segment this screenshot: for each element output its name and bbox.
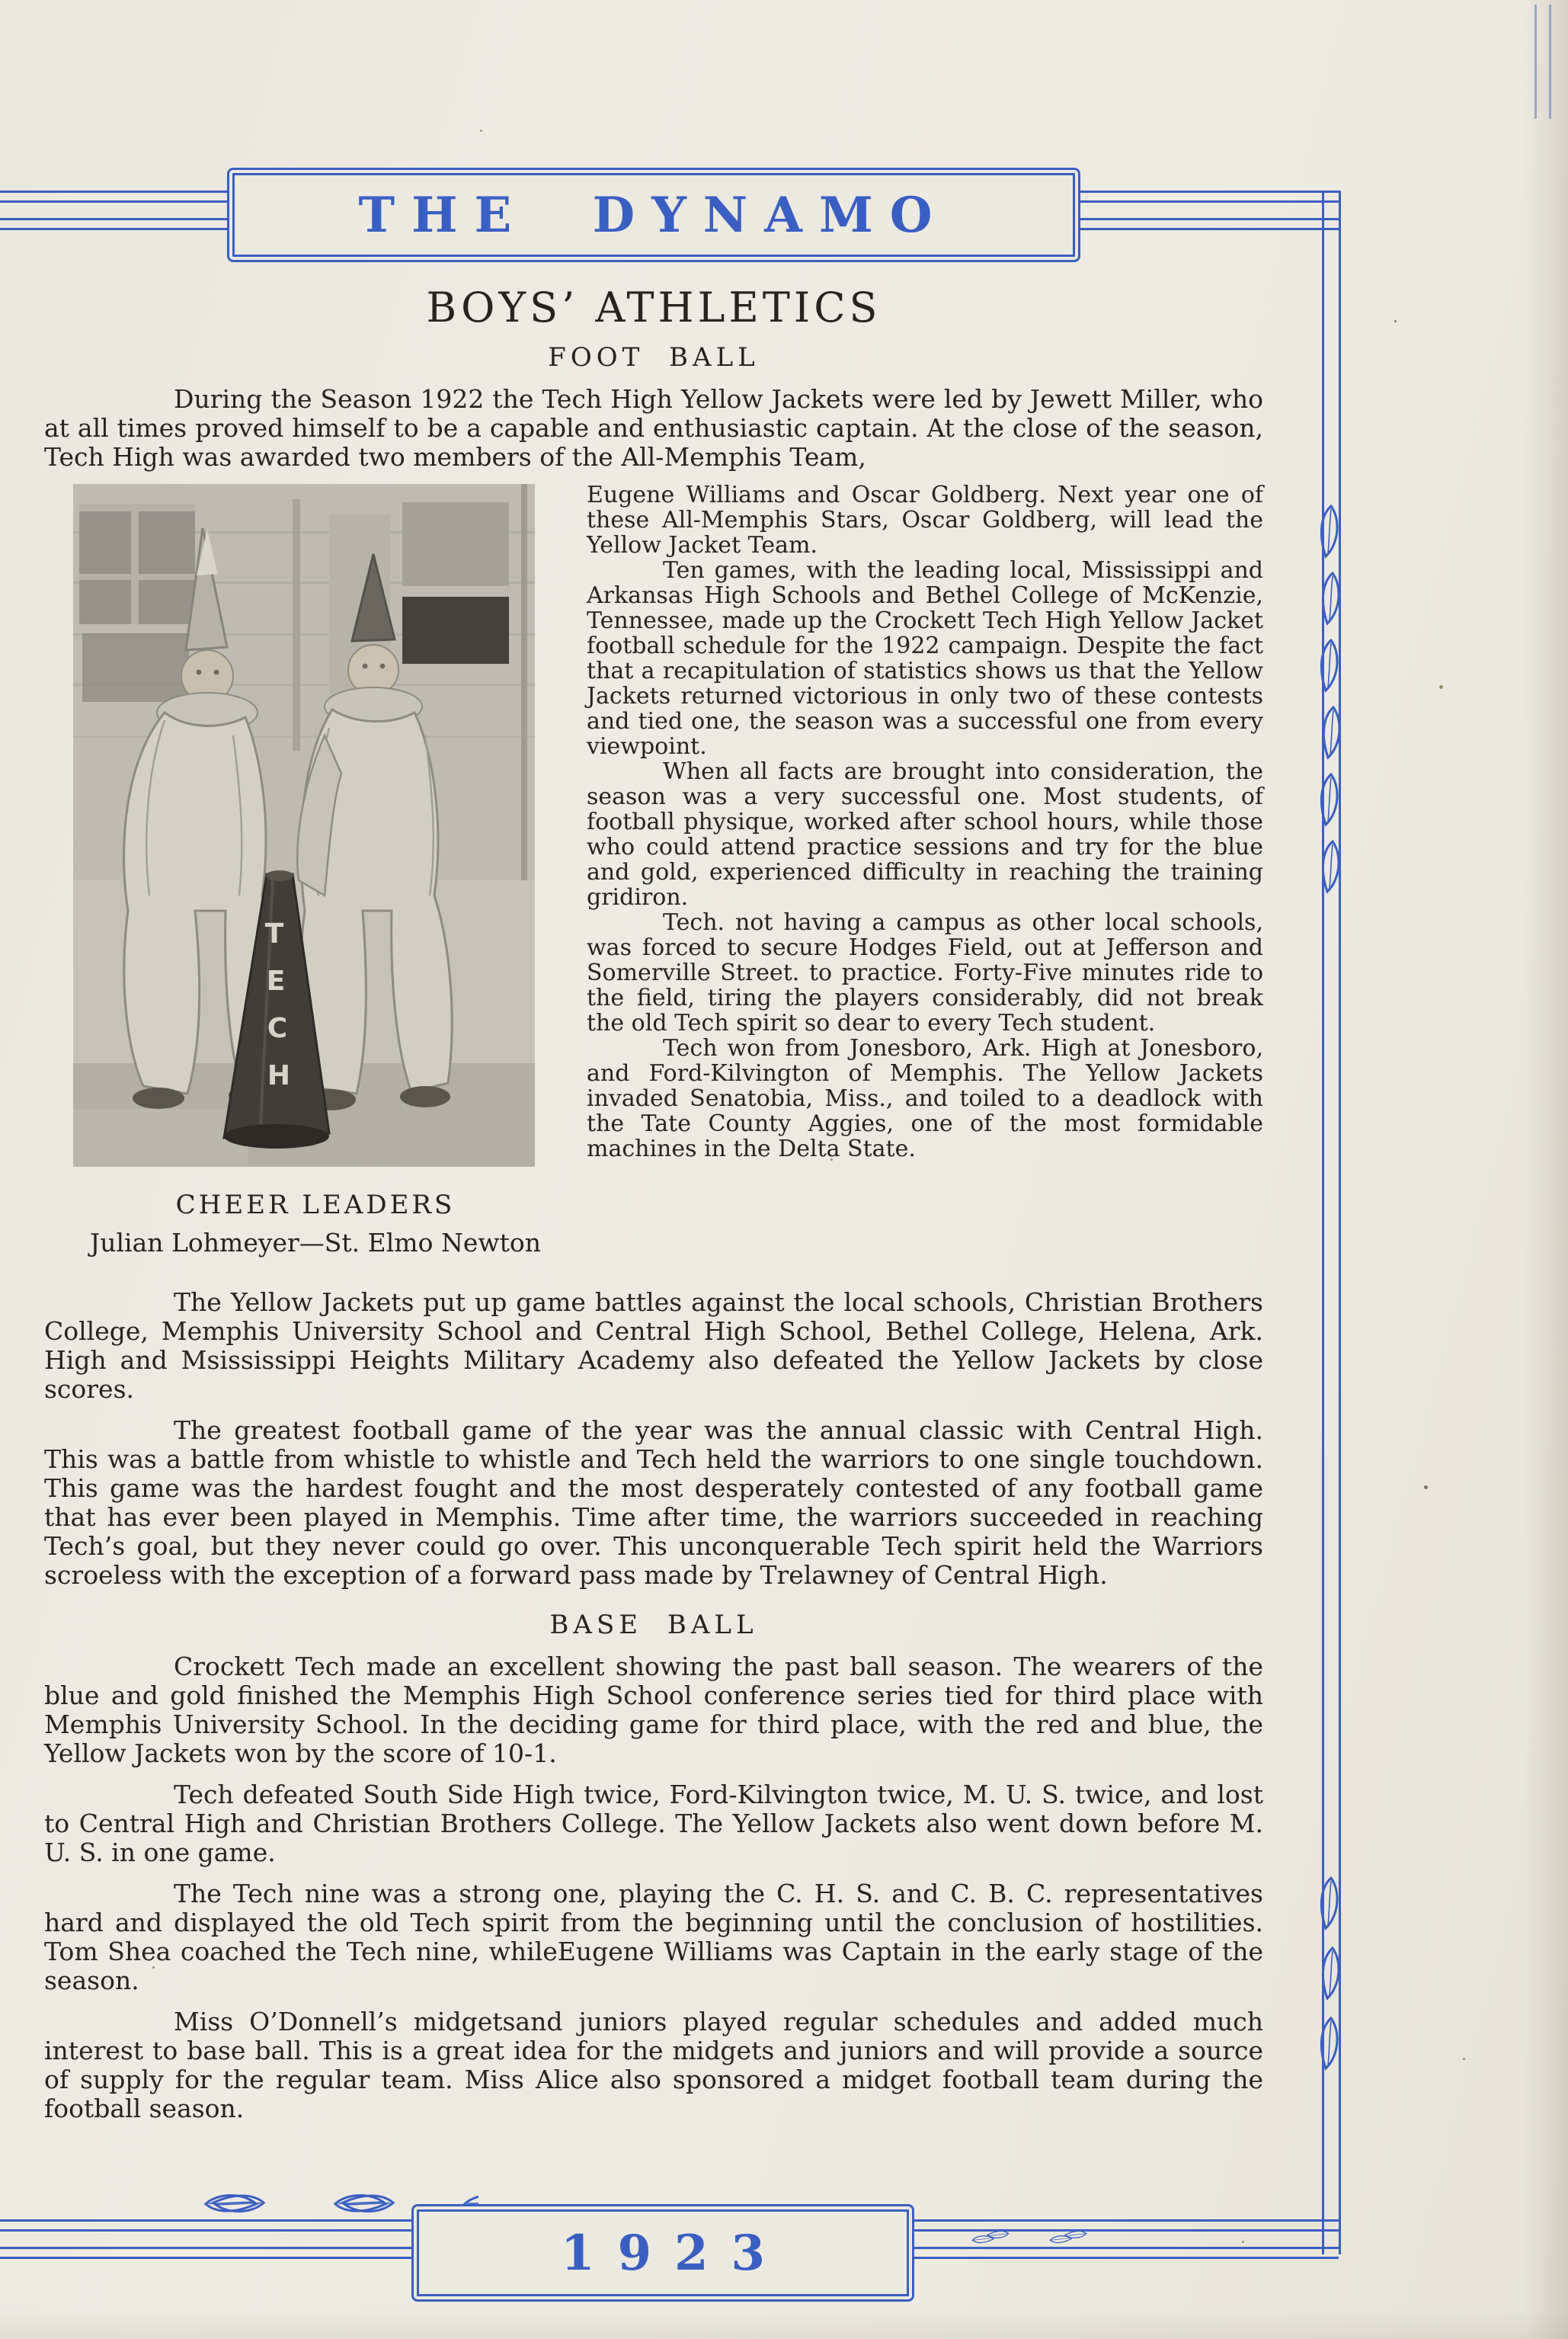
- page-title: BOYS’ ATHLETICS: [426, 284, 882, 332]
- year-label: 1923: [560, 2224, 789, 2282]
- football-paragraph: Ten games, with the leading local, Mississippi and Arkansas High Schools and Bethel College of McKenzie, Tennessee, made up the Crockett Tech High Yellow Jacket football schedule for the 1922 campaign. Despite the fact that a recapitulation of statistics shows us that the Yellow Jackets returned victorious in only two of these contests and tied one, the season was a successful one from every viewpoint.: [587, 557, 1263, 760]
- leaf-vine-ornament-right-lower: [1316, 1875, 1346, 2088]
- football-paragraph: Eugene Williams and Oscar Goldberg. Next year one of these All-Memphis Stars, Oscar Goldberg, will lead the Yellow Jacket Team.: [587, 482, 1263, 559]
- masthead-banner: [227, 168, 1080, 262]
- year-banner: [411, 2204, 914, 2302]
- article-body: [44, 284, 1263, 2123]
- leaf-vine-ornament-right-upper: [1316, 503, 1346, 915]
- section-heading-baseball: BASE BALL: [549, 1610, 758, 1640]
- football-paragraph: The Yellow Jackets put up game battles against the local schools, Christian Brothers College, Memphis University School and Central High School, Bethel College, Helena, Ark. High and Msississippi Heights Military Academy also defeated the Yellow Jackets by close scores.: [44, 1287, 1263, 1404]
- baseball-paragraph: The Tech nine was a strong one, playing the C. H. S. and C. B. C. representatives hard and displayed the old Tech spirit from the beginning until the conclusion of hostilities. Tom Shea coached the Tech nine, whileEugene Williams was Captain in the early stage of the season.: [44, 1879, 1263, 1995]
- paper-speckles: [1394, 320, 1397, 322]
- megaphone-letter-t: T: [264, 918, 284, 950]
- football-paragraph: Tech won from Jonesboro, Ark. High at Jonesboro, and Ford-Kilvington of Memphis. The Yellow Jackets invaded Senatobia, Miss., and toiled to a deadlock with the Tate County Aggies, one of the most formidable machines in the Delta State.: [587, 1035, 1263, 1162]
- window-right-dark: [402, 597, 509, 664]
- masthead-title: THE DYNAMO: [358, 186, 949, 244]
- border-bottom-left-lines-lower: [0, 2247, 415, 2259]
- border-bottom-left-lines: [0, 2219, 415, 2232]
- section-heading-football: FOOT BALL: [548, 342, 760, 373]
- football-intro-paragraph: During the Season 1922 the Tech High Yellow Jackets were led by Jewett Miller, who at all times proved himself to be a capable and enthusiastic captain. At the close of the season, Tech High was awarded two members of the All-Memphis Team,: [44, 384, 1263, 472]
- baseball-paragraph: Miss O’Donnell’s midgetsand juniors played regular schedules and added much interest to base ball. This is a great idea for the midgets and juniors and will provide a source of supply for the regular team. Miss Alice also sponsored a midget football team during the football season.: [44, 2007, 1263, 2123]
- cheer-leaders-photo: [73, 484, 535, 1167]
- megaphone-letter-h: H: [267, 1060, 291, 1091]
- leaf-ornament-bottom-right: [951, 2225, 1103, 2247]
- page-edge-shadow-bottom: [0, 2309, 1568, 2339]
- megaphone-letter-e: E: [266, 966, 286, 997]
- window-right-upper: [402, 502, 509, 586]
- football-paragraph: The greatest football game of the year was the annual classic with Central High. This was a battle from whistle to whistle and Tech held the warriors to one single touchdown. This game was the hardest fought and the most desperately contested of any football game that has ever been played in Memphis. Time after time, the warriors succeeded in reaching Tech’s goal, but they never could go over. This unconquerable Tech spirit held the Warriors scroeless with the exception of a forward pass made by Trelawney of Central High.: [44, 1415, 1263, 1590]
- photo-caption-names: Julian Lohmeyer—St. Elmo Newton: [90, 1228, 541, 1258]
- photo-caption-title: CHEER LEADERS: [175, 1190, 456, 1220]
- shoe-left-1: [133, 1088, 184, 1109]
- baseball-paragraph: Crockett Tech made an excellent showing the past ball season. The wearers of the blue and gold finished the Memphis High School conference series tied for third place with Memphis University School. In the deciding game for third place, with the red and blue, the Yellow Jackets won by the score of 10-1.: [44, 1652, 1263, 1768]
- border-bottom-right-lines-lower: [898, 2247, 1339, 2259]
- football-paragraph: When all facts are brought into consideration, the season was a very successful one. Most students, of football physique, worked after school hours, while those who could attend practice sessions and try for the blue and gold, experienced difficulty in reaching the training gridiron.: [587, 758, 1263, 911]
- border-top-right-lines: [1064, 191, 1339, 203]
- baseball-paragraph: Tech defeated South Side High twice, Ford-Kilvington twice, M. U. S. twice, and lost to Central High and Christian Brothers College. The Yellow Jackets also went down before M. U. S. in one game.: [44, 1780, 1263, 1867]
- cheer-leaders-figure: [44, 484, 587, 1258]
- page-edge-shadow-right: [1524, 0, 1568, 2339]
- border-top-right-lines-lower: [1064, 218, 1339, 230]
- border-top-left-lines: [0, 191, 229, 203]
- football-paragraph: Tech. not having a campus as other local schools, was forced to secure Hodges Field, out at Jefferson and Somerville Street. to practice. Forty-Five minutes ride to the field, tiring the players considerably, did not break the old Tech spirit so dear to every Tech student.: [587, 909, 1263, 1037]
- shoe-right-2: [400, 1086, 450, 1107]
- megaphone-letter-c: C: [267, 1013, 288, 1044]
- border-top-left-lines-lower: [0, 218, 229, 230]
